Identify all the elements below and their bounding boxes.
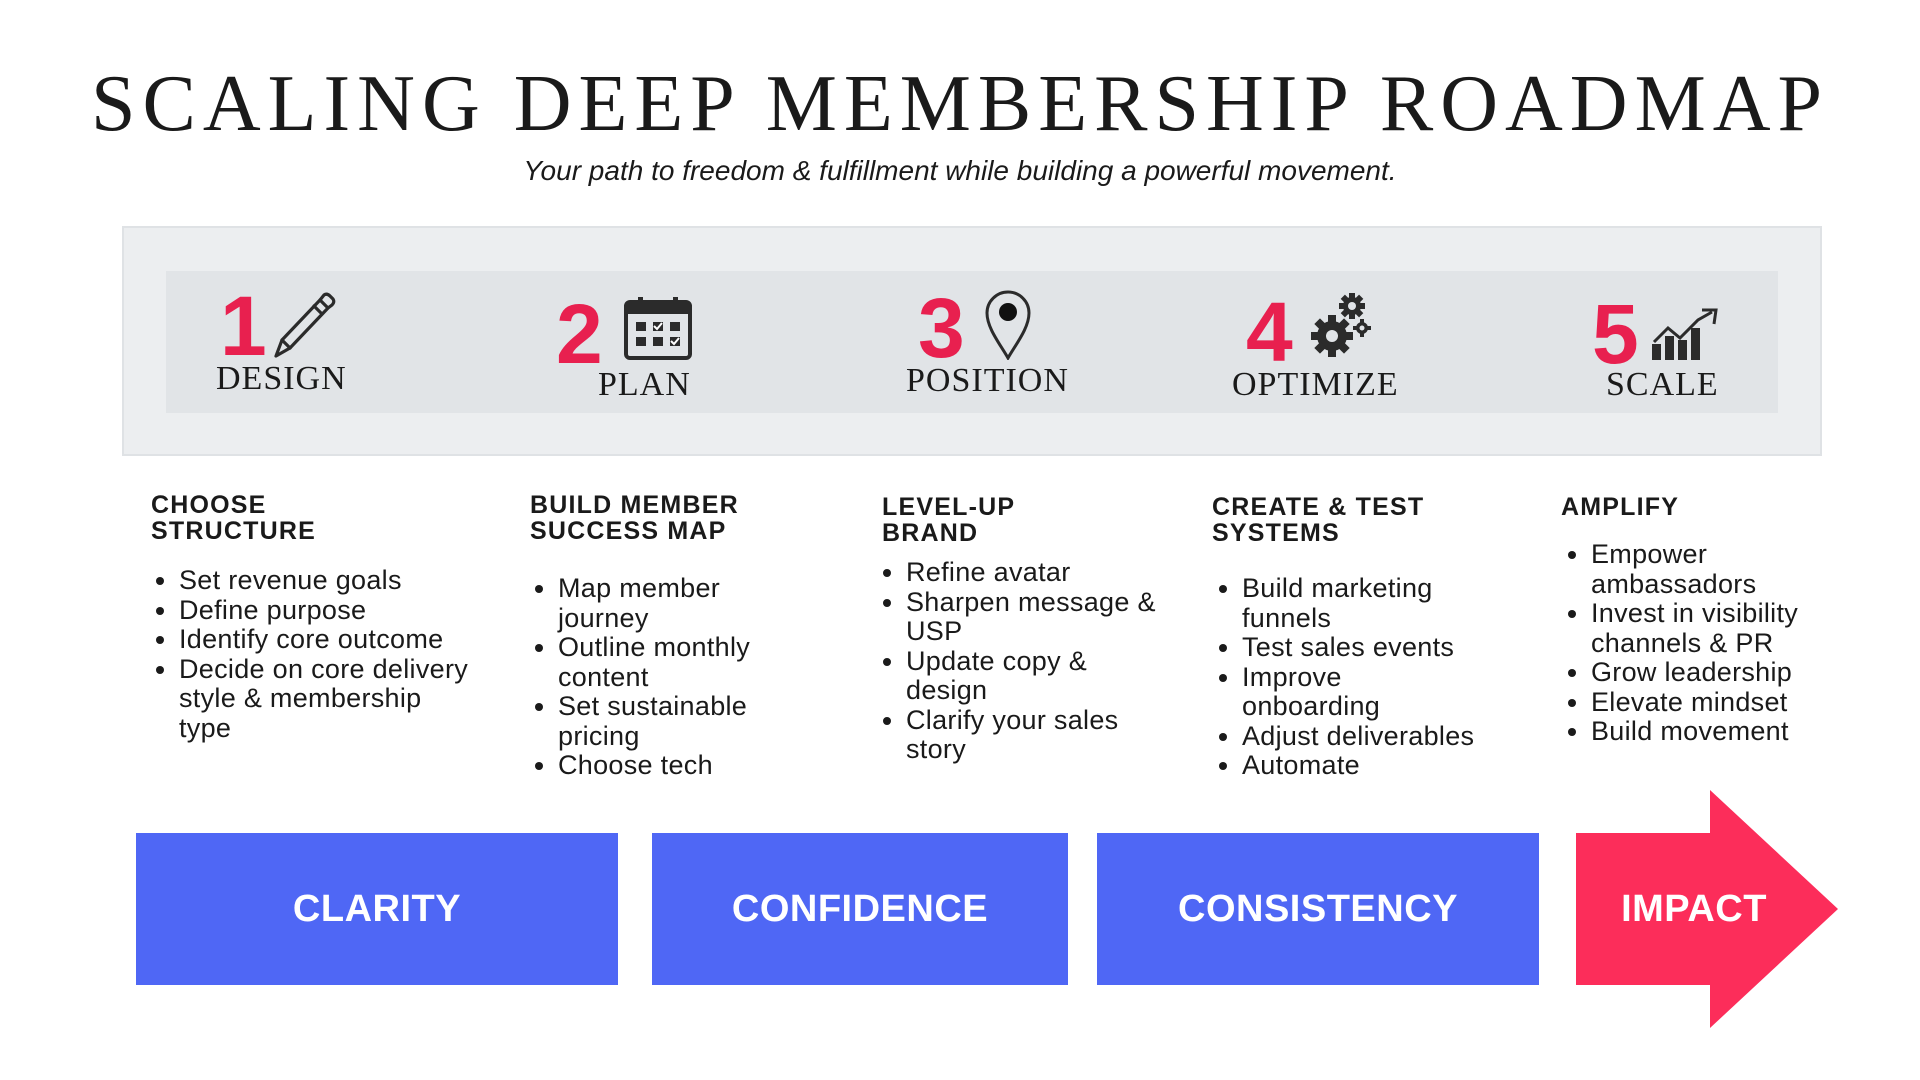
- column-optimize: [1212, 494, 1542, 781]
- list-item: • Choose tech: [558, 751, 830, 781]
- step-position: [906, 282, 1086, 402]
- list-item: • Build marketing funnels: [1242, 574, 1492, 633]
- phase-confidence: CONFIDENCE: [652, 833, 1068, 985]
- step-label: SCALE: [1606, 366, 1719, 403]
- column-list: [530, 574, 830, 781]
- column-plan: [530, 492, 830, 781]
- column-list: [882, 558, 1192, 765]
- step-number: 1: [220, 279, 267, 373]
- step-label: POSITION: [906, 362, 1069, 399]
- step-scale: [1592, 284, 1752, 404]
- list-item: • Elevate mindset: [1591, 688, 1871, 718]
- list-item: • Outline monthly content: [558, 633, 808, 692]
- phase-impact: IMPACT: [1621, 887, 1767, 930]
- step-label: OPTIMIZE: [1232, 366, 1399, 403]
- list-item: • Test sales events: [1242, 633, 1542, 663]
- list-item: • Grow leadership: [1591, 658, 1871, 688]
- calendar-icon: [624, 296, 692, 365]
- map-pin-icon: [984, 288, 1032, 365]
- step-design: [216, 279, 396, 404]
- list-item: • Define purpose: [179, 596, 481, 626]
- step-number: 2: [556, 287, 603, 381]
- list-item: • Sharpen message & USP: [906, 588, 1176, 647]
- step-number: 5: [1592, 287, 1639, 381]
- column-list: [1561, 540, 1871, 747]
- step-number: 3: [918, 281, 965, 375]
- phase-clarity: CLARITY: [136, 833, 618, 985]
- impact-arrow: [1576, 790, 1838, 1028]
- list-item: • Set revenue goals: [179, 566, 481, 596]
- column-heading: LEVEL-UP BRAND: [882, 493, 1016, 547]
- column-heading: CHOOSE STRUCTURE: [151, 491, 316, 545]
- column-design: [151, 492, 481, 743]
- list-item: • Set sustainable pricing: [558, 692, 798, 751]
- column-list: [151, 566, 481, 743]
- step-label: DESIGN: [216, 360, 347, 397]
- list-item: • Identify core outcome: [179, 625, 481, 655]
- pencil-icon: [268, 288, 338, 365]
- step-optimize: [1232, 284, 1432, 404]
- gears-icon: [1310, 292, 1372, 365]
- list-item: • Refine avatar: [906, 558, 1192, 588]
- list-item: • Clarify your sales story: [906, 706, 1166, 765]
- column-heading: AMPLIFY: [1561, 493, 1680, 521]
- list-item: • Map member journey: [558, 574, 748, 633]
- column-scale: [1561, 494, 1871, 747]
- column-list: [1212, 574, 1542, 781]
- step-number: 4: [1246, 285, 1293, 379]
- step-plan: [556, 286, 716, 406]
- list-item: • Invest in visibility channels & PR: [1591, 599, 1851, 658]
- list-item: • Automate: [1242, 751, 1542, 781]
- list-item: • Adjust deliverables: [1242, 722, 1542, 752]
- list-item: • Decide on core delivery style & membership type: [179, 655, 481, 744]
- list-item: • Update copy & design: [906, 647, 1136, 706]
- column-heading: CREATE & TEST SYSTEMS: [1212, 493, 1425, 547]
- column-position: [882, 494, 1192, 765]
- list-item: • Build movement: [1591, 717, 1871, 747]
- step-label: PLAN: [598, 366, 691, 403]
- column-heading: BUILD MEMBER SUCCESS MAP: [530, 491, 739, 545]
- page-title: SCALING DEEP MEMBERSHIP ROADMAP: [91, 60, 1829, 148]
- growth-chart-icon: [1650, 308, 1720, 369]
- list-item: • Improve onboarding: [1242, 663, 1432, 722]
- phase-consistency: CONSISTENCY: [1097, 833, 1539, 985]
- list-item: • Empower ambassadors: [1591, 540, 1821, 599]
- page-subtitle: Your path to freedom & fulfillment while building a powerful movement.: [523, 155, 1397, 186]
